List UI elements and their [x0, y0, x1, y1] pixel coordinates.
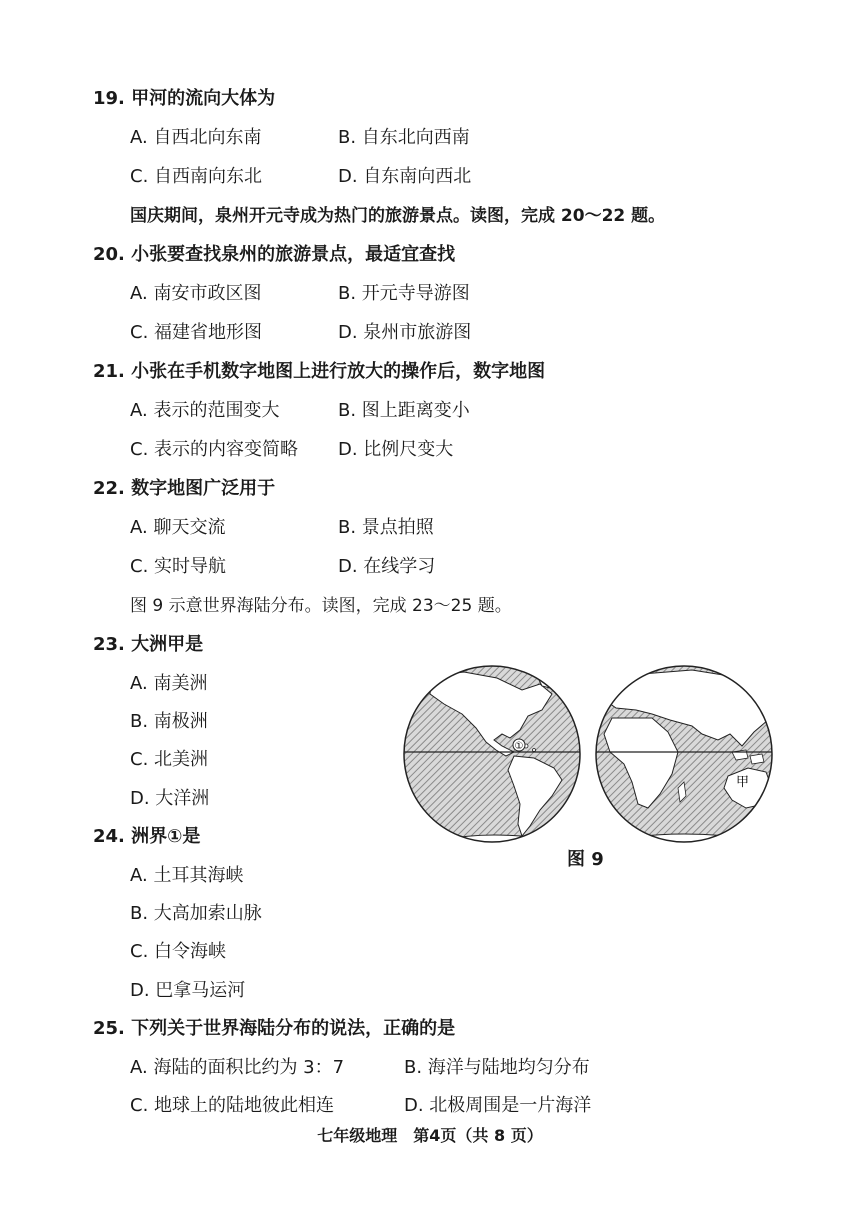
- q22-option-b: B. 景点拍照: [338, 517, 434, 538]
- q23-option-c: C. 北美洲: [130, 749, 209, 770]
- marker-1-label: ①: [514, 741, 524, 752]
- q21-option-c: C. 表示的内容变简略: [130, 439, 299, 460]
- intro-20-22: 国庆期间，泉州开元寺成为热门的旅游景点。读图，完成 20～22 题。: [130, 206, 666, 226]
- q20-option-a: A. 南安市政区图: [130, 283, 262, 304]
- q21-option-b: B. 图上距离变小: [338, 400, 470, 421]
- q21-option-d: D. 比例尺变大: [338, 439, 454, 460]
- q23-option-d: D. 大洋洲: [130, 788, 210, 809]
- q24-option-b: B. 大高加索山脉: [130, 903, 262, 924]
- q24-stem: 24. 洲界①是: [93, 826, 201, 847]
- q21-stem: 21. 小张在手机数字地图上进行放大的操作后，数字地图: [93, 361, 546, 382]
- q19-option-a: A. 自西北向东南: [130, 127, 262, 148]
- q24-option-d: D. 巴拿马运河: [130, 980, 246, 1001]
- world-hemispheres-map: [402, 664, 774, 844]
- intro-23-25: 图 9 示意世界海陆分布。读图，完成 23～25 题。: [130, 596, 512, 616]
- q19-stem: 19. 甲河的流向大体为: [93, 88, 276, 109]
- q20-option-b: B. 开元寺导游图: [338, 283, 470, 304]
- q23-option-a: A. 南美洲: [130, 673, 208, 694]
- q25-option-a: A. 海陆的面积比约为 3：7: [130, 1057, 345, 1078]
- q22-stem: 22. 数字地图广泛用于: [93, 478, 276, 499]
- q19-option-d: D. 自东南向西北: [338, 166, 472, 187]
- q23-stem: 23. 大洲甲是: [93, 634, 204, 655]
- q19-option-c: C. 自西南向东北: [130, 166, 263, 187]
- continent-jia-label: 甲: [736, 775, 750, 790]
- page-footer: 七年级地理 第4页（共 8 页）: [317, 1126, 543, 1145]
- q21-option-a: A. 表示的范围变大: [130, 400, 280, 421]
- q24-option-a: A. 土耳其海峡: [130, 865, 244, 886]
- q24-option-c: C. 白令海峡: [130, 941, 227, 962]
- q22-option-a: A. 聊天交流: [130, 517, 226, 538]
- figure-caption: 图 9: [567, 849, 604, 870]
- q25-option-b: B. 海洋与陆地均匀分布: [404, 1057, 590, 1078]
- q23-option-b: B. 南极洲: [130, 711, 208, 732]
- q20-stem: 20. 小张要查找泉州的旅游景点，最适宜查找: [93, 244, 456, 265]
- q20-option-d: D. 泉州市旅游图: [338, 322, 472, 343]
- q20-option-c: C. 福建省地形图: [130, 322, 263, 343]
- q22-option-c: C. 实时导航: [130, 556, 227, 577]
- q25-option-d: D. 北极周围是一片海洋: [404, 1095, 592, 1116]
- q22-option-d: D. 在线学习: [338, 556, 436, 577]
- q19-option-b: B. 自东北向西南: [338, 127, 470, 148]
- q25-stem: 25. 下列关于世界海陆分布的说法，正确的是: [93, 1018, 456, 1039]
- q25-option-c: C. 地球上的陆地彼此相连: [130, 1095, 335, 1116]
